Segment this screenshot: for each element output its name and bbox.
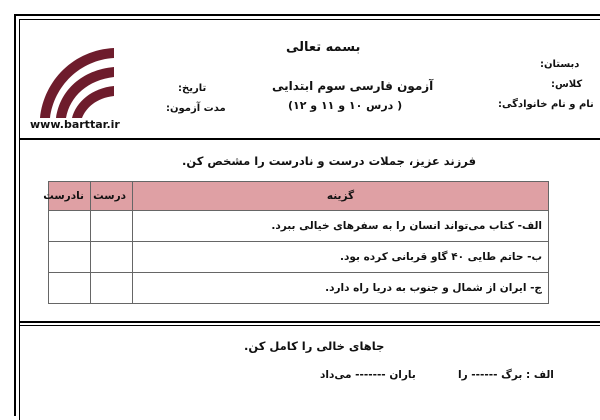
invocation-title: بسمه تعالی [286, 40, 361, 55]
lessons-subtitle: ( درس ۱۰ و ۱۱ و ۱۲) [288, 99, 403, 112]
statement-cell: ب- حاتم طایی ۴۰ گاو قربانی کرده بود. [133, 242, 549, 273]
header-option: گزینه [133, 182, 549, 211]
header-true: درست [91, 182, 133, 211]
name-label: نام و نام خانوادگی: [498, 99, 594, 110]
table-row [49, 211, 549, 242]
barttar-logo-icon [34, 40, 116, 122]
false-answer-cell[interactable] [49, 211, 91, 242]
statement-cell: الف- کتاب می‌تواند انسان را به سفرهای خیالی ببرد. [133, 211, 549, 242]
true-answer-cell[interactable] [91, 211, 133, 242]
false-answer-cell[interactable] [49, 273, 91, 304]
section2-instruction: جاهای خالی را کامل کن. [244, 339, 385, 353]
exam-title: آزمون فارسی سوم ابتدایی [272, 79, 434, 93]
table-row [49, 242, 549, 273]
false-answer-cell[interactable] [49, 242, 91, 273]
table-header-row [49, 182, 549, 211]
school-label: دبستان: [540, 59, 580, 70]
class-label: کلاس: [551, 79, 583, 90]
header-divider [19, 138, 600, 140]
duration-label: مدت آزمون: [166, 103, 226, 114]
true-answer-cell[interactable] [91, 273, 133, 304]
statement-cell: ج- ایران از شمال و جنوب به دریا راه دارد. [133, 273, 549, 304]
table-row [49, 273, 549, 304]
section-divider [19, 321, 600, 323]
logo-url: www.barttar.ir [30, 118, 120, 131]
header-false: نادرست [49, 182, 91, 211]
true-false-table [43, 181, 549, 304]
fill-blank-line-1-b: باران ------- می‌داد [320, 369, 416, 381]
section1-instruction: فرزند عزیز، جملات درست و نادرست را مشخص کن. [182, 154, 476, 168]
date-label: تاریخ: [178, 83, 207, 94]
true-answer-cell[interactable] [91, 242, 133, 273]
section-divider-thin [19, 325, 600, 326]
fill-blank-line-1: الف : برگ ------ را [458, 369, 554, 381]
